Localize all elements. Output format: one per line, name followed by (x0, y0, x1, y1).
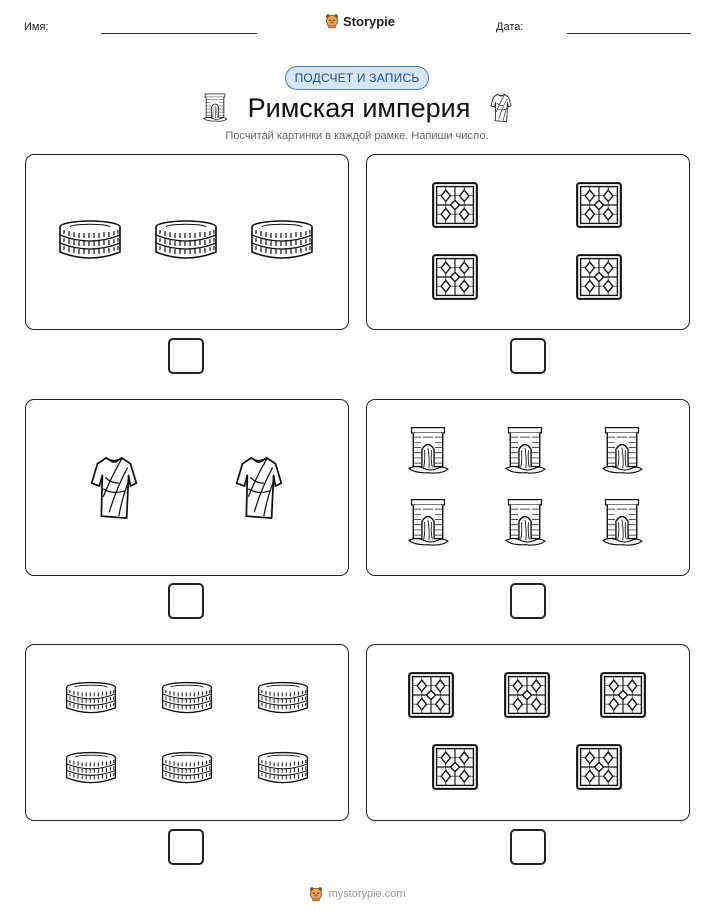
mosaic-tile-icon (432, 254, 478, 300)
pie-mascot-icon (308, 886, 324, 902)
toga-icon (234, 454, 284, 522)
answer-box-3[interactable] (168, 583, 204, 619)
colosseum-icon (65, 750, 117, 786)
colosseum-icon (65, 680, 117, 716)
panel-3 (25, 399, 349, 576)
panel-5 (25, 644, 349, 821)
colosseum-icon (154, 218, 218, 262)
answer-box-6[interactable] (510, 829, 546, 865)
mosaic-tile-icon (576, 254, 622, 300)
date-label: Дата: (496, 21, 524, 33)
name-input-line[interactable] (101, 33, 257, 34)
mosaic-tile-icon (504, 672, 550, 718)
mosaic-tile-icon (408, 672, 454, 718)
colosseum-icon (257, 750, 309, 786)
pie-mascot-icon (324, 13, 340, 29)
answer-box-2[interactable] (510, 338, 546, 374)
colosseum-icon (161, 750, 213, 786)
mosaic-tile-icon (432, 744, 478, 790)
instruction-text: Посчитай картинки в каждой рамке. Напиши число. (225, 130, 489, 142)
aqueduct-icon (599, 497, 645, 549)
footer (0, 886, 714, 902)
aqueduct-icon (599, 425, 645, 477)
activity-badge: ПОДСЧЕТ И ЗАПИСЬ (285, 66, 429, 90)
colosseum-icon (161, 680, 213, 716)
mosaic-tile-icon (432, 182, 478, 228)
panel-2 (366, 154, 690, 330)
aqueduct-icon (405, 425, 451, 477)
date-input-line[interactable] (567, 33, 691, 34)
brand-logo (324, 13, 395, 29)
answer-box-5[interactable] (168, 829, 204, 865)
panel-4 (366, 399, 690, 576)
colosseum-icon (250, 218, 314, 262)
toga-icon (89, 454, 139, 522)
mosaic-tile-icon (576, 744, 622, 790)
panel-6 (366, 644, 690, 821)
colosseum-icon (257, 680, 309, 716)
colosseum-icon (58, 218, 122, 262)
aqueduct-icon (502, 497, 548, 549)
mosaic-tile-icon (576, 182, 622, 228)
toga-icon (490, 92, 512, 124)
answer-box-4[interactable] (510, 583, 546, 619)
aqueduct-icon (405, 497, 451, 549)
name-label: Имя: (24, 21, 49, 33)
panel-1 (25, 154, 349, 330)
answer-box-1[interactable] (168, 338, 204, 374)
page-title: Римская империя (247, 92, 471, 123)
aqueduct-icon (202, 92, 228, 124)
footer-url[interactable]: mystorypie.com (328, 888, 406, 900)
brand-name: Storypie (343, 13, 396, 29)
mosaic-tile-icon (600, 672, 646, 718)
aqueduct-icon (502, 425, 548, 477)
title-row (0, 92, 714, 124)
